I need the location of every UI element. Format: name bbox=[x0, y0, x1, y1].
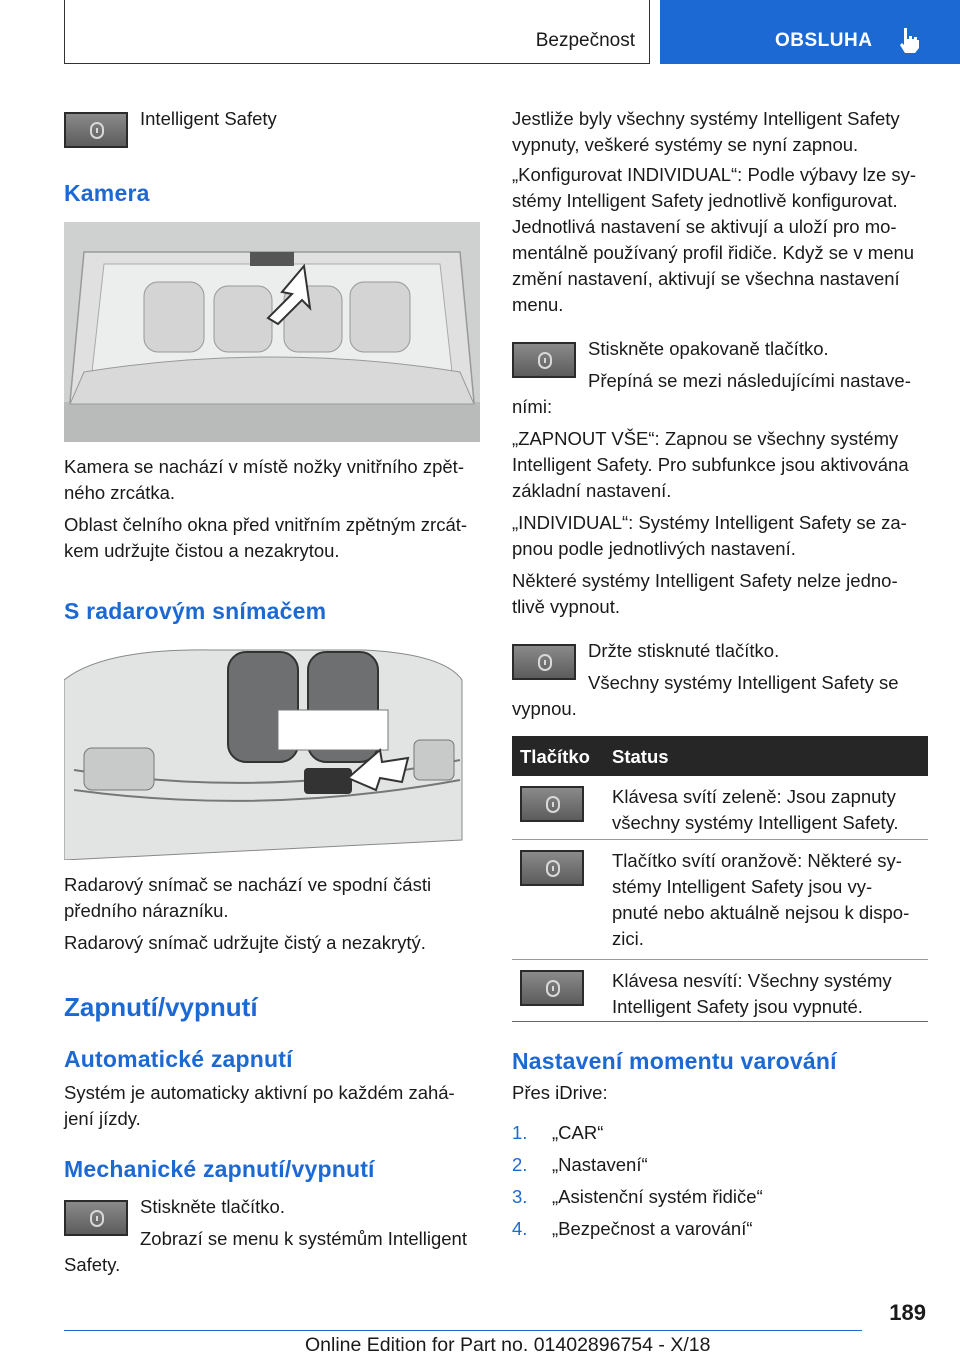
pointing-hand-icon bbox=[896, 26, 922, 54]
right-text-8: Držte stisknuté tlačítko. bbox=[588, 640, 780, 661]
section-title: Bezpečnost bbox=[535, 30, 635, 51]
list-item: „CAR“ bbox=[552, 1122, 604, 1143]
radar-text-1b: předního nárazníku. bbox=[64, 900, 229, 921]
right-text-4b: ními: bbox=[512, 396, 553, 417]
status-table bbox=[512, 736, 928, 1022]
warning-intro: Přes iDrive: bbox=[512, 1082, 608, 1103]
auto-on-text-1: Systém je automaticky aktivní po každém zahá- bbox=[64, 1082, 455, 1103]
camera-text-2: Oblast čelního okna před vnitřním zpětným zrcát- bbox=[64, 514, 468, 535]
right-text-1b: vypnuty, veškeré systémy se nyní zapnou. bbox=[512, 134, 859, 155]
auto-on-text-1b: jení jízdy. bbox=[64, 1108, 141, 1129]
camera-text-2b: kem udržujte čistou a nezakrytou. bbox=[64, 540, 340, 561]
right-text-6a: „INDIVIDUAL“: Systémy Intelligent Safety se za- bbox=[512, 512, 907, 533]
right-text-2f: menu. bbox=[512, 294, 564, 315]
camera-photo bbox=[64, 222, 480, 442]
footer-edition: Online Edition for Part no. 01402896754 - X/18 bbox=[305, 1334, 711, 1356]
right-text-7b: tlivě vypnout. bbox=[512, 596, 620, 617]
intelligent-safety-button-icon bbox=[64, 112, 128, 148]
camera-text-1b: ného zrcátka. bbox=[64, 482, 176, 503]
intelligent-safety-button-icon bbox=[520, 970, 584, 1006]
status-text: Klávesa svítí zeleně: Jsou zapnuty všechny systémy Intelligent Safety. bbox=[612, 786, 899, 833]
intro-label: Intelligent Safety bbox=[140, 108, 277, 129]
right-text-2b: stémy Intelligent Safety jednotlivě konfigurovat. bbox=[512, 190, 898, 211]
chapter-tab-label: OBSLUHA bbox=[775, 30, 873, 51]
right-text-2a: „Konfigurovat INDIVIDUAL“: Podle výbavy lze sy- bbox=[512, 164, 917, 185]
mech-heading: Mechanické zapnutí/vypnutí bbox=[64, 1156, 375, 1182]
status-text: Tlačítko svítí oranžově: Některé sy- stémy Intelligent Safety jsou vy- pnuté nebo aktuálně nejsou k dispo- zici. bbox=[612, 850, 910, 949]
intelligent-safety-button-icon bbox=[512, 342, 576, 378]
chapter-tab[interactable] bbox=[660, 0, 960, 64]
right-text-9b: vypnou. bbox=[512, 698, 577, 719]
list-number: 2. bbox=[512, 1154, 528, 1175]
right-text-3: Stiskněte opakovaně tlačítko. bbox=[588, 338, 829, 359]
intelligent-safety-button-icon bbox=[64, 1200, 128, 1236]
camera-heading: Kamera bbox=[64, 180, 150, 206]
status-text: Klávesa nesvítí: Všechny systémy Intelligent Safety jsou vypnuté. bbox=[612, 970, 892, 1017]
page-number: 189 bbox=[889, 1300, 926, 1325]
mech-text-2: Zobrazí se menu k systémům Intelligent bbox=[140, 1228, 467, 1249]
right-text-1: Jestliže byly všechny systémy Intelligent Safety bbox=[512, 108, 900, 129]
intelligent-safety-button-icon bbox=[512, 644, 576, 680]
right-text-5c: základní nastavení. bbox=[512, 480, 672, 501]
onoff-heading: Zapnutí/vypnutí bbox=[64, 992, 258, 1022]
right-text-2d: mentálně používaný profil řidiče. Když se v menu bbox=[512, 242, 915, 263]
list-item: „Asistenční systém řidiče“ bbox=[552, 1186, 763, 1207]
warning-heading: Nastavení momentu varování bbox=[512, 1048, 837, 1074]
intelligent-safety-button-icon bbox=[520, 786, 584, 822]
list-number: 4. bbox=[512, 1218, 528, 1239]
auto-on-heading: Automatické zapnutí bbox=[64, 1046, 293, 1072]
right-text-2c: Jednotlivá nastavení se aktivují a uloží pro mo- bbox=[512, 216, 897, 237]
intelligent-safety-button-icon bbox=[520, 850, 584, 886]
mech-text-2b: Safety. bbox=[64, 1254, 121, 1275]
right-text-5b: Intelligent Safety. Pro subfunkce jsou aktivována bbox=[512, 454, 909, 475]
list-item: „Nastavení“ bbox=[552, 1154, 648, 1175]
table-row bbox=[512, 960, 928, 1022]
table-row bbox=[512, 776, 928, 840]
list-number: 3. bbox=[512, 1186, 528, 1207]
right-text-9a: Všechny systémy Intelligent Safety se bbox=[588, 672, 899, 693]
radar-photo bbox=[64, 640, 480, 860]
footer-divider bbox=[64, 1330, 862, 1331]
column-header-status: Status bbox=[612, 746, 669, 767]
right-text-4a: Přepíná se mezi následujícími nastave- bbox=[588, 370, 911, 391]
right-text-6b: pnou podle jednotlivých nastavení. bbox=[512, 538, 796, 559]
camera-text-1: Kamera se nachází v místě nožky vnitřního zpět- bbox=[64, 456, 464, 477]
radar-heading: S radarovým snímačem bbox=[64, 598, 327, 624]
list-number: 1. bbox=[512, 1122, 528, 1143]
table-row bbox=[512, 840, 928, 960]
radar-text-2: Radarový snímač udržujte čistý a nezakrytý. bbox=[64, 932, 426, 953]
right-text-5a: „ZAPNOUT VŠE“: Zapnou se všechny systémy bbox=[512, 428, 899, 449]
radar-text-1: Radarový snímač se nachází ve spodní části bbox=[64, 874, 432, 895]
right-text-2e: změní nastavení, aktivují se všechna nastavení bbox=[512, 268, 900, 289]
column-header-button: Tlačítko bbox=[520, 746, 590, 767]
right-text-7a: Některé systémy Intelligent Safety nelze jedno- bbox=[512, 570, 898, 591]
header-box bbox=[64, 0, 650, 64]
list-item: „Bezpečnost a varování“ bbox=[552, 1218, 753, 1239]
table-header bbox=[512, 736, 928, 776]
mech-text-1: Stiskněte tlačítko. bbox=[140, 1196, 285, 1217]
